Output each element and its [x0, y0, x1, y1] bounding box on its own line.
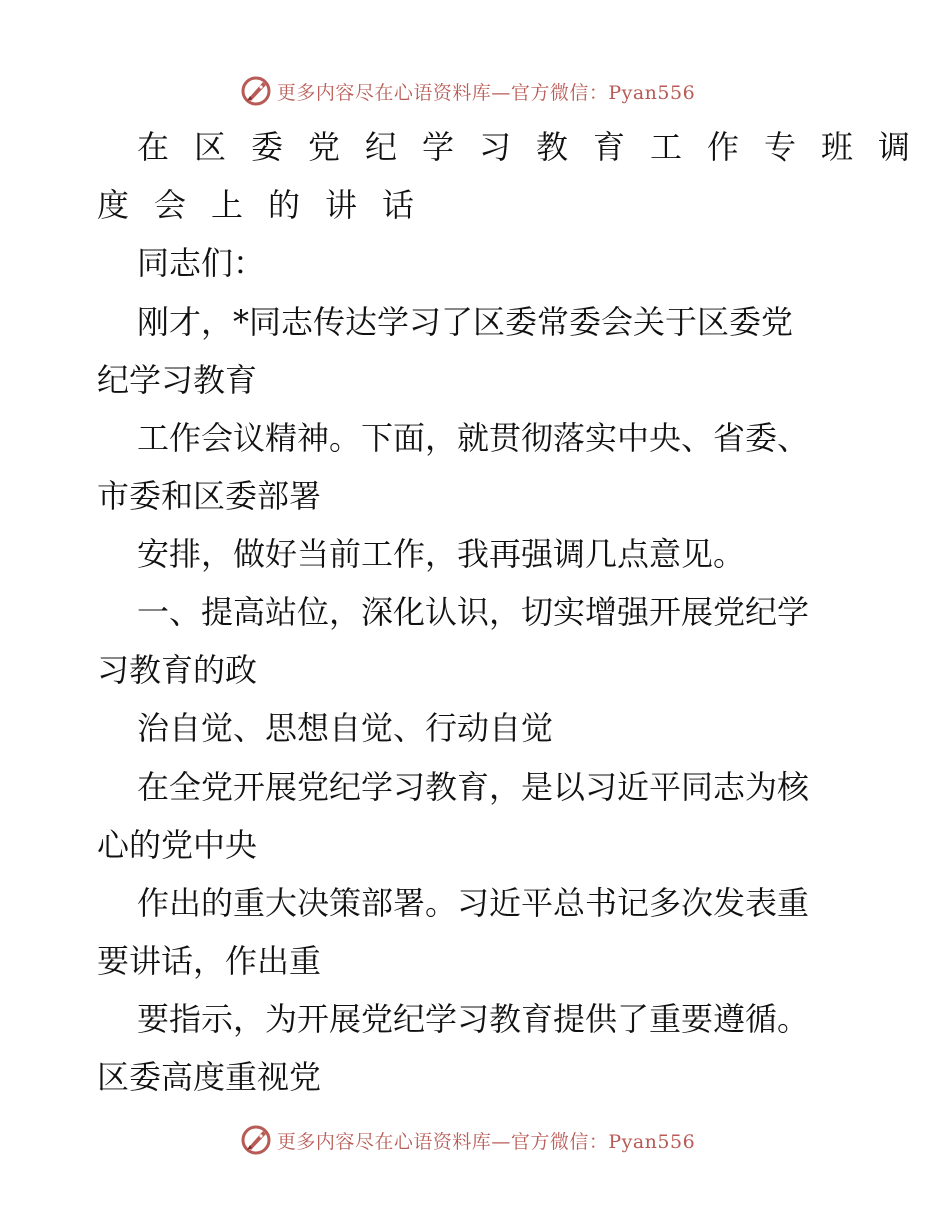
footer-banner — [0, 1120, 950, 1160]
paragraph-line: 刚才，*同志传达学习了区委常委会关于区委党 — [137, 303, 794, 341]
section-heading-line: 一、提高站位，深化认识，切实增强开展党纪学 — [137, 593, 810, 631]
paragraph-line: 心的党中央 — [97, 826, 258, 864]
quill-logo-icon — [239, 1123, 273, 1157]
document-title-line-1: 在区委党纪学习教育工作专班调 — [137, 128, 936, 166]
paragraph-line: 在全党开展党纪学习教育，是以习近平同志为核 — [137, 768, 810, 806]
section-heading-line: 治自觉、思想自觉、行动自觉 — [137, 709, 554, 747]
paragraph-line: 要讲话，作出重 — [97, 942, 322, 980]
paragraph-line: 纪学习教育 — [97, 361, 258, 399]
section-heading-line: 习教育的政 — [97, 651, 258, 689]
document-title-line-2: 度会上的讲话 — [97, 186, 440, 224]
paragraph-line: 要指示，为开展党纪学习教育提供了重要遵循。 — [137, 1000, 810, 1038]
paragraph-line: 区委高度重视党 — [97, 1058, 322, 1096]
paragraph-line: 工作会议精神。下面，就贯彻落实中央、省委、 — [137, 419, 810, 457]
quill-logo-icon — [239, 74, 273, 108]
paragraph-line: 市委和区委部署 — [97, 477, 322, 515]
header-banner — [0, 71, 950, 111]
paragraph-line: 作出的重大决策部署。习近平总书记多次发表重 — [137, 884, 810, 922]
paragraph-line: 安排，做好当前工作，我再强调几点意见。 — [137, 535, 746, 573]
banner-text: 更多内容尽在心语资料库—官方微信：Pyan556 — [276, 81, 696, 104]
banner-text: 更多内容尽在心语资料库—官方微信：Pyan556 — [276, 1130, 696, 1153]
paragraph-line: 同志们： — [137, 244, 266, 282]
